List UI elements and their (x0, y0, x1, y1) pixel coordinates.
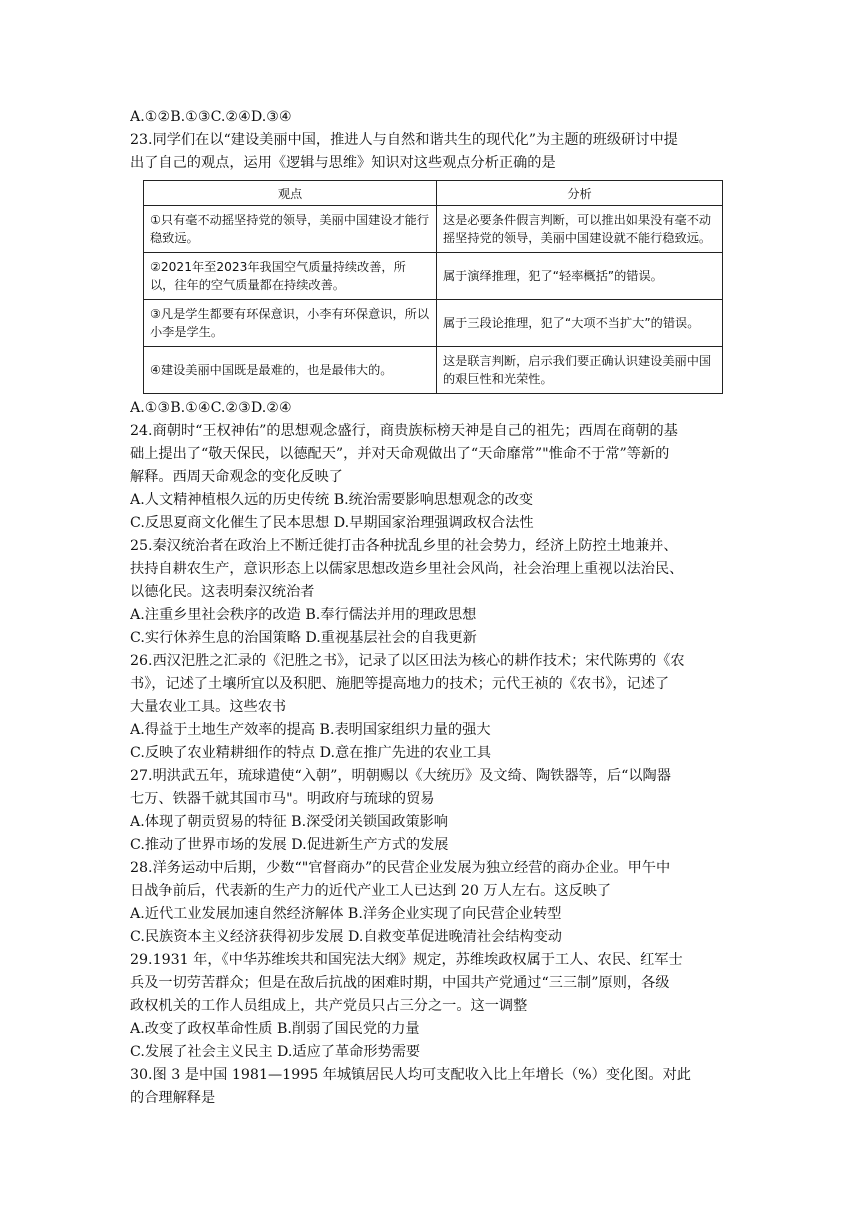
q29-stem-line-2: 兵及一切劳苦群众；但是在敌后抗战的困难时期，中国共产党通过“三三制”原则，各级 (130, 975, 670, 991)
table-row (144, 206, 723, 253)
table-cell-analysis: 属于演绎推理，犯了“轻率概括”的错误。 (437, 253, 723, 300)
q25-options-ab: A.注重乡里社会秩序的改造 B.奉行儒法并用的理政思想 (130, 607, 477, 623)
q29-stem-line-3: 政权机关的工作人员组成上，共产党员只占三分之一。这一调整 (130, 998, 528, 1014)
table-cell-viewpoint: ②2021年至2023年我国空气质量持续改善，所以，往年的空气质量都在持续改善。 (144, 253, 437, 300)
q27-options-ab: A.体现了朝贡贸易的特征 B.深受闭关锁国政策影响 (130, 814, 448, 830)
q28-stem-line-1: 28.洋务运动中后期，少数“"官督商办”的民营企业发展为独立经营的商办企业。甲午中 (130, 860, 671, 876)
q27-stem-line-2: 七万、铁器千就其国市马"。明政府与琉球的贸易 (130, 791, 435, 807)
table-cell-viewpoint: ①只有毫不动摇坚持党的领导，美丽中国建设才能行稳致远。 (144, 206, 437, 253)
q28-options-cd: C.民族资本主义经济获得初步发展 D.自救变革促进晚清社会结构变动 (130, 929, 562, 945)
q29-stem-line-1: 29.1931 年，《中华苏维埃共和国宪法大纲》规定，苏维埃政权属于工人、农民、红军士 (130, 952, 683, 968)
table-header-viewpoint: 观点 (144, 181, 437, 206)
q25-options-cd: C.实行休养生息的治国策略 D.重视基层社会的自我更新 (130, 630, 477, 646)
table-row (144, 253, 723, 300)
q25-stem-line-1: 25.秦汉统治者在政治上不断迁徙打击各种扰乱乡里的社会势力，经济上防控土地兼并、 (130, 538, 678, 554)
q25-stem-line-2: 扶持自耕农生产，意识形态上以儒家思想改造乡里社会风尚，社会治理上重视以法治民、 (130, 561, 684, 577)
q26-stem-line-1: 26.西汉汜胜之汇录的《汜胜之书》，记录了以区田法为核心的耕作技术；宋代陈旉的《农 (130, 653, 685, 669)
q26-stem-line-3: 大量农业工具。这些农书 (130, 699, 287, 715)
q27-options-cd: C.推动了世界市场的发展 D.促进新生产方式的发展 (130, 837, 449, 853)
q24-options-cd: C.反思夏商文化催生了民本思想 D.早期国家治理强调政权合法性 (130, 515, 534, 531)
table-cell-viewpoint: ③凡是学生都要有环保意识，小李有环保意识，所以小李是学生。 (144, 300, 437, 347)
q25-stem-line-3: 以德化民。这表明秦汉统治者 (130, 584, 315, 600)
q30-stem-line-2: 的合理解释是 (130, 1090, 216, 1106)
viewpoint-analysis-table (143, 180, 723, 394)
q29-options-cd: C.发展了社会主义民主 D.适应了革命形势需要 (130, 1044, 421, 1060)
table-row (144, 300, 723, 347)
q24-options-ab: A.人文精神植根久远的历史传统 B.统治需要影响思想观念的改变 (130, 492, 534, 508)
table-cell-analysis: 这是必要条件假言判断，可以推出如果没有毫不动摇坚持党的领导，美丽中国建设就不能行稳致远。 (437, 206, 723, 253)
q26-stem-line-2: 书》，记述了土壤所宜以及积肥、施肥等提高地力的技术；元代王祯的《农书》，记述了 (130, 676, 670, 692)
table-header-row (144, 181, 723, 206)
table-cell-analysis: 这是联言判断，启示我们要正确认识建设美丽中国的艰巨性和光荣性。 (437, 347, 723, 394)
q27-stem-line-1: 27.明洪武五年，琉球遣使“入朝”，明朝赐以《大统历》及文绮、陶铁器等，后“以陶器 (130, 768, 671, 784)
q23-stem-line-1: 23.同学们在以“建设美丽中国，推进人与自然和谐共生的现代化”为主题的班级研讨中提 (130, 132, 678, 148)
q24-stem-line-3: 解释。西周天命观念的变化反映了 (130, 469, 343, 485)
q26-options-cd: C.反映了农业精耕细作的特点 D.意在推广先进的农业工具 (130, 745, 492, 761)
table-cell-viewpoint: ④建设美丽中国既是最难的，也是最伟大的。 (144, 347, 437, 394)
q23-answer-options: A.①③B.①④C.②③D.②④ (130, 400, 292, 416)
q24-stem-line-1: 24.商朝时“王权神佑”的思想观念盛行，商贵族标榜天神是自己的祖先；西周在商朝的基 (130, 423, 678, 439)
q29-options-ab: A.改变了政权革命性质 B.削弱了国民党的力量 (130, 1021, 420, 1037)
table-row (144, 347, 723, 394)
q28-stem-line-2: 日战争前后，代表新的生产力的近代产业工人已达到 20 万人左右。这反映了 (130, 883, 612, 899)
q24-stem-line-2: 础上提出了“敬天保民，以德配天”，并对天命观做出了“天命靡常”"惟命不于常”等新的 (130, 446, 670, 462)
table-header-analysis: 分析 (437, 181, 723, 206)
table-cell-analysis: 属于三段论推理，犯了“大项不当扩大”的错误。 (437, 300, 723, 347)
q28-options-ab: A.近代工业发展加速自然经济解体 B.洋务企业实现了向民营企业转型 (130, 906, 562, 922)
q30-stem-line-1: 30.图 3 是中国 1981—1995 年城镇居民人均可支配收入比上年增长（%）变化图。对此 (130, 1067, 691, 1083)
q23-stem-line-2: 出了自己的观点，运用《逻辑与思维》知识对这些观点分析正确的是 (130, 155, 556, 171)
q22-answer-options: A.①②B.①③C.②④D.③④ (130, 109, 292, 125)
q26-options-ab: A.得益于土地生产效率的提高 B.表明国家组织力量的强大 (130, 722, 491, 738)
